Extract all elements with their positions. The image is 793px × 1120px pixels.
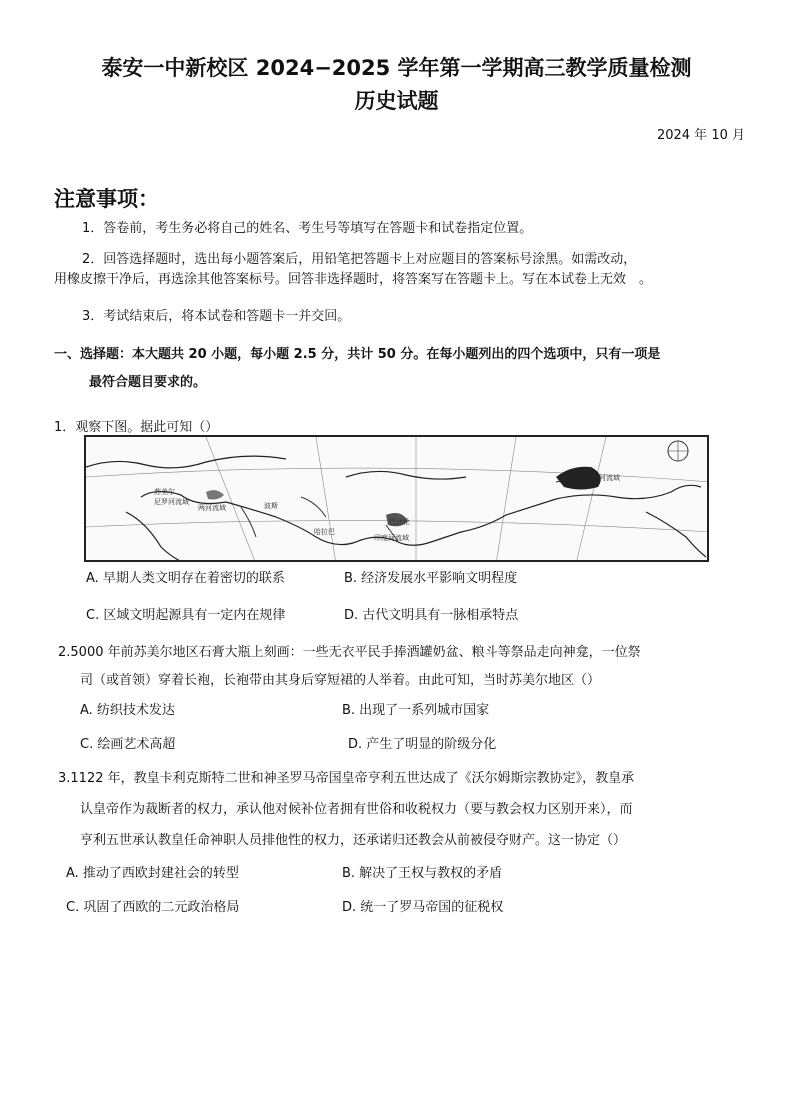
exam-title-line2: 历史试题 — [354, 89, 439, 113]
notice-item-3: 3．考试结束后，将本试卷和答题卡一并交回。 — [82, 309, 351, 324]
notice-item-2-line1: 2．回答选择题时，选出每小题答案后，用铅笔把答题卡上对应题目的答案标号涂黑。如需改动， — [82, 252, 637, 267]
question-3-stem-line1: 3.1122 年，教皇卡利克斯特二世和神圣罗马帝国皇帝亨利五世达成了《沃尔姆斯宗教协定》，教皇承 — [58, 771, 635, 786]
question-3-option-b: B. 解决了王权与教权的矛盾 — [342, 866, 503, 881]
map-label-egypt: 尼罗河流域 — [154, 498, 189, 506]
question-2-option-b: B. 出现了一系列城市国家 — [342, 703, 490, 718]
map-label-bab: 巴比伦 — [389, 518, 410, 526]
question-1-option-c: C. 区域文明起源具有一定内在规律 — [86, 608, 286, 623]
map-label-persia: 波斯 — [264, 502, 278, 510]
question-3-option-d: D. 统一了罗马帝国的征税权 — [342, 900, 504, 915]
question-1-option-d: D. 古代文明具有一脉相承特点 — [344, 608, 519, 623]
question-2-option-c: C. 绘画艺术高超 — [80, 737, 176, 752]
notice-item-2-line2: 用橡皮擦干净后，再选涂其他答案标号。回答非选择题时，将答案写在答题卡上。写在本试卷上无效 。 — [54, 272, 653, 287]
question-3-option-a: A. 推动了西欧封建社会的转型 — [66, 866, 239, 881]
question-1-option-a: A. 早期人类文明存在着密切的联系 — [86, 571, 285, 586]
question-2-stem-line1: 2.5000 年前苏美尔地区石膏大瓶上刻画：一些无衣平民手捧酒罐奶盆、粮斗等祭品走向神龛，一位祭 — [58, 645, 641, 660]
exam-title-line1: 泰安一中新校区 2024−2025 学年第一学期高三教学质量检测 — [101, 56, 692, 80]
map-label-sumer: 苏美尔 — [154, 488, 175, 496]
question-2-option-a: A. 纺织技术发达 — [80, 703, 175, 718]
question-3-stem-line2: 认皇帝作为裁断者的权力，承认他对候补位者拥有世俗和收税权力（要与教会权力区别开来），而 — [80, 802, 633, 817]
notice-item-1: 1．答卷前，考生务必将自己的姓名、考生号等填写在答题卡和试卷指定位置。 — [82, 221, 533, 236]
question-3-stem-line3: 亨利五世承认教皇任命神职人员排他性的权力，还承诺归还教会从前被侵夺财产。这一协定（） — [80, 833, 627, 848]
question-1-option-b: B. 经济发展水平影响文明程度 — [344, 571, 518, 586]
question-2-option-d: D. 产生了明显的阶级分化 — [348, 737, 497, 752]
map-label-mesopotamia: 两河流域 — [198, 504, 226, 512]
ancient-civilizations-map — [84, 435, 709, 562]
section-heading-line1: 一、选择题：本大题共 20 小题，每小题 2.5 分，共计 50 分。在每小题列出的四个选项中，只有一项是 — [54, 347, 661, 362]
map-label-huanghe: 黄河流域 — [592, 474, 620, 482]
question-3-option-c: C. 巩固了西欧的二元政治格局 — [66, 900, 240, 915]
section-heading-line2: 最符合题目要求的。 — [89, 375, 207, 390]
map-label-ganges: 印度河流域 — [374, 534, 409, 542]
question-1-stem: 1．观察下图。据此可知（） — [54, 420, 219, 435]
question-2-stem-line2: 司（或首领）穿着长袍，长袍带由其身后穿短裙的人举着。由此可知，当时苏美尔地区（） — [80, 673, 601, 688]
map-label-indus: 哈拉巴 — [314, 528, 335, 536]
notice-heading: 注意事项： — [54, 187, 159, 211]
exam-date: 2024 年 10 月 — [656, 128, 745, 143]
